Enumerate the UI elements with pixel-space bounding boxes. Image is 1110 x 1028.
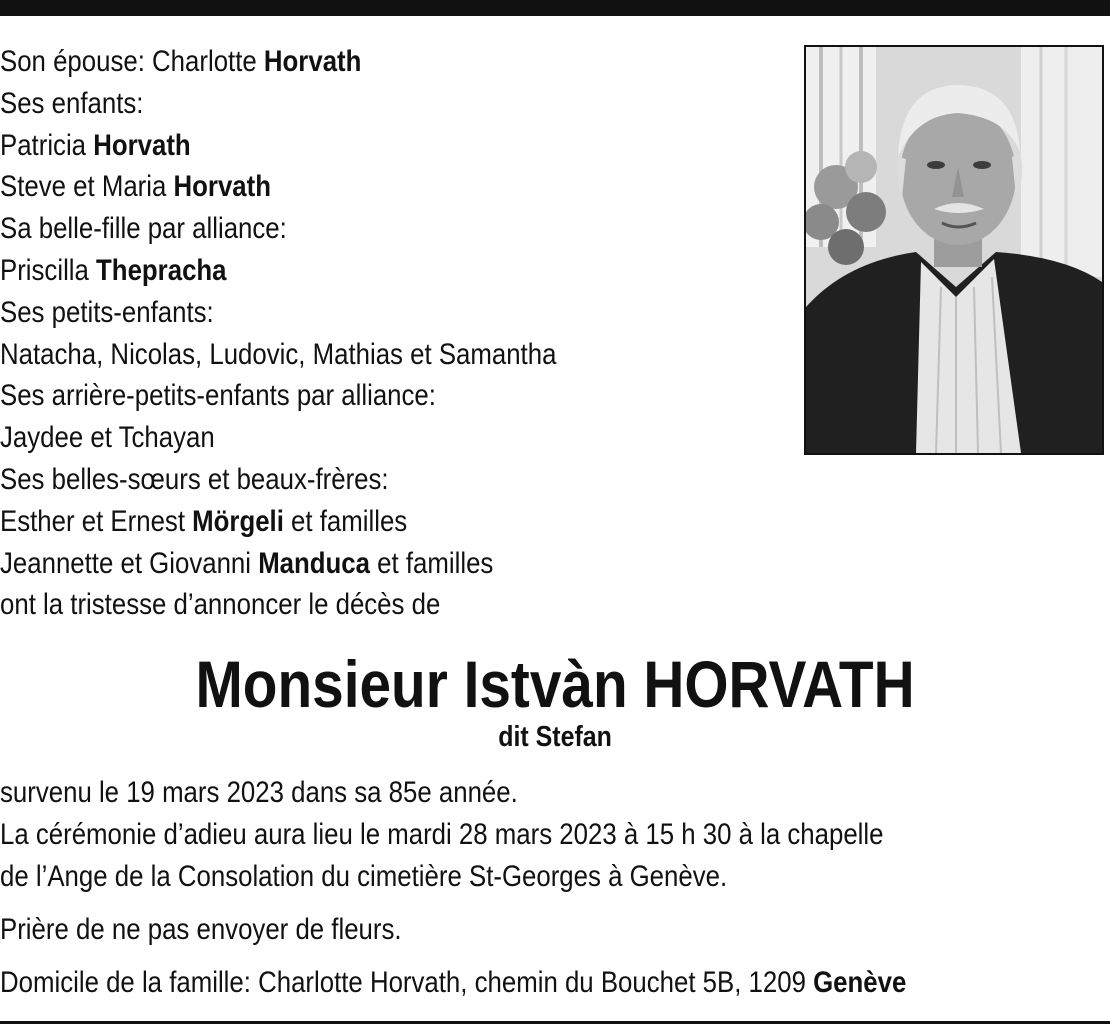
family-line: Patricia Horvath [0, 128, 191, 162]
family-line: ont la tristesse d’annoncer le décès de [0, 588, 441, 622]
deceased-name: Monsieur Istvàn HORVATH [195, 647, 915, 721]
family-line: Ses belles-sœurs et beaux-frères: [0, 462, 389, 496]
portrait-photo [804, 45, 1104, 455]
family-line: Jaydee et Tchayan [0, 421, 215, 455]
family-line: Ses arrière-petits-enfants par alliance: [0, 379, 436, 413]
flowers-text: Prière de ne pas envoyer de fleurs. [0, 913, 402, 946]
detail-line: de l’Ange de la Consolation du cimetière St-Georges à Genève. [0, 860, 728, 893]
family-line: Natacha, Nicolas, Ludovic, Mathias et Samantha [0, 337, 557, 371]
bottom-rule [0, 1021, 1110, 1024]
ceremony-details [0, 772, 1109, 898]
address-line: Domicile de la famille: Charlotte Horvath, chemin du Bouchet 5B, 1209 Genève [0, 966, 907, 999]
family-address [0, 962, 1109, 1004]
flowers-note [0, 909, 1109, 951]
family-line: Steve et Maria Horvath [0, 170, 272, 204]
family-line: Ses petits-enfants: [0, 295, 214, 329]
family-line: Priscilla Thepracha [0, 253, 227, 287]
family-line: Son épouse: Charlotte Horvath [0, 45, 362, 78]
family-list [0, 41, 671, 626]
family-line: Sa belle-fille par alliance: [0, 212, 287, 246]
family-line: Esther et Ernest Mörgeli et familles [0, 504, 408, 538]
top-rule [0, 0, 1110, 16]
detail-line: survenu le 19 mars 2023 dans sa 85e année. [0, 776, 518, 809]
portrait-illustration [806, 47, 1102, 453]
deceased-nickname: dit Stefan [498, 721, 612, 753]
family-line: Ses enfants: [0, 86, 144, 120]
family-line: Jeannette et Giovanni Manduca et familles [0, 546, 494, 580]
detail-line: La cérémonie d’adieu aura lieu le mardi 28 mars 2023 à 15 h 30 à la chapelle [0, 818, 884, 851]
